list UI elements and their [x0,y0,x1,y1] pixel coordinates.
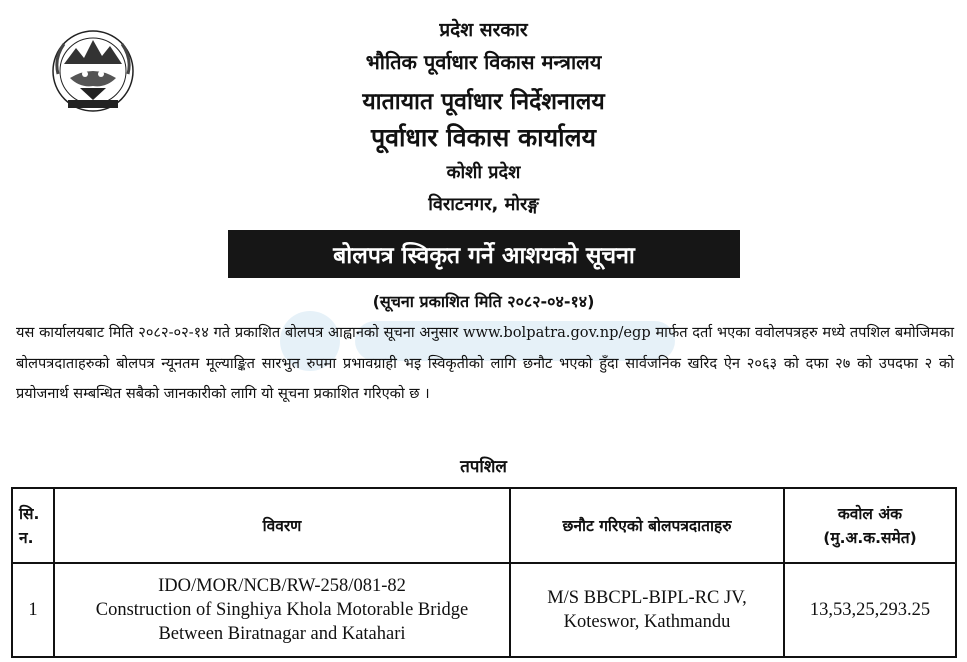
row-description [54,563,510,657]
serial-header-line2: न. [19,528,34,547]
serial-number-header [12,488,54,563]
table-row [12,563,956,657]
publication-date: (सूचना प्रकाशित मिति २०८२-०४-१४) [372,292,595,311]
schedule-heading: तपशिल [460,457,507,477]
amount-header-line2: (मु.अ.क.समेत) [823,528,917,547]
work-title: Construction of Singhiya Khola Motorable Bridge [95,600,469,620]
contract-id: IDO/MOR/NCB/RW-258/081-82 [158,576,406,596]
amount-header [784,488,956,563]
ministry-name: भौतिक पूर्वाधार विकास मन्त्रालय [365,50,602,74]
row-bidder [510,563,784,657]
office-name: पूर्वाधार विकास कार्यालय [370,123,597,152]
selected-bidders-table [11,487,957,658]
notice-title: बोलपत्र स्विकृत गर्ने आशयको सूचना [333,243,635,269]
directorate-name: यातायात पूर्वाधार निर्देशनालय [362,89,605,115]
row-serial-number: 1 [12,563,54,657]
bidder-name: M/S BBCPL-BIPL-RC JV, [547,588,747,608]
row-bid-amount: 13,53,25,293.25 [784,563,956,657]
bidder-address: Koteswor, Kathmandu [563,612,731,632]
description-header: विवरण [54,488,510,563]
bidder-header: छनौट गरिएको बोलपत्रदाताहरु [510,488,784,563]
table-header-row [12,488,956,563]
work-location: Between Biratnagar and Katahari [158,624,406,644]
notice-title-banner [228,230,740,278]
amount-header-line1: कवोल अंक [837,504,903,523]
notice-body: यस कार्यालयबाट मिति २०८२-०२-१४ गते प्रकाशित बोलपत्र आह्वानको सूचना अनुसार www.bolpatra.gov.np/egp मार्फत दर्ता भएका ववोलपत्रहरु मध्ये तपशिल बमोजिमका बोलपत्रदाताहरुको बोलपत्र न्यूनतम मूल्याङ्कित सारभुत रुपमा प्रभावग्राही भइ स्विकृतीको लागि छनौट भएको हुँदा सार्वजनिक खरिद ऐन २०६३ को दफा २७ को उपदफा २ को प्रयोजनार्थ सम्बन्धित सबैको जानकारीको लागि यो सूचना प्रकाशित गरिएको छ । [16,324,954,402]
province-name: कोशी प्रदेश [446,162,521,183]
serial-header-line1: सि. [19,504,40,523]
office-location: विराटनगर, मोरङ्ग [428,194,539,215]
province-government: प्रदेश सरकार [439,19,528,41]
